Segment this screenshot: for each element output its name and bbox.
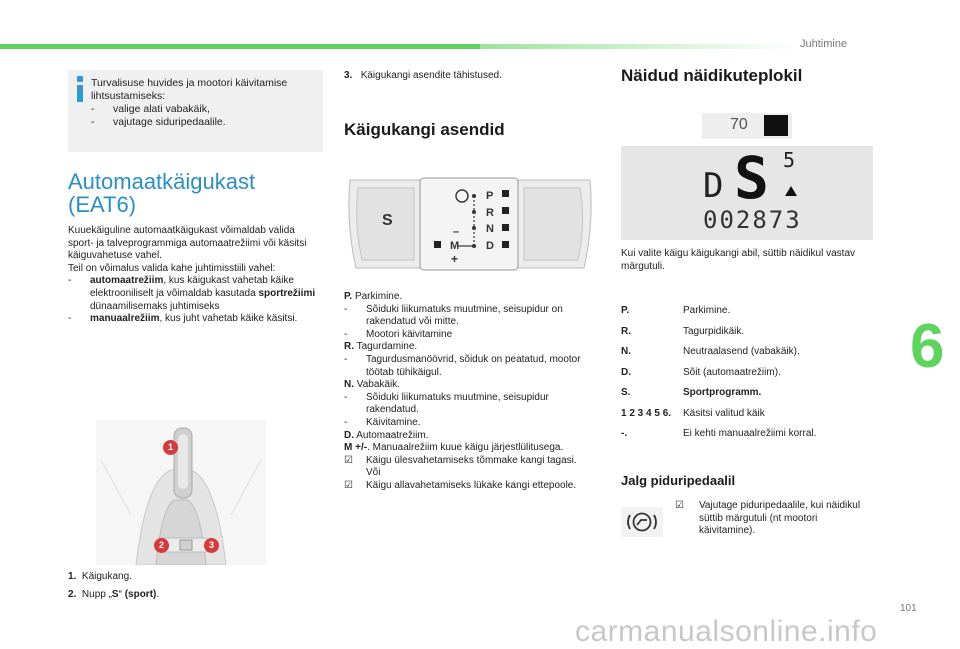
s-button-label: S [382,212,393,229]
automatic-intro: Kuuekäiguline automaatkäigukast võimaldab valida sport- ja talveprogrammiga automaatrežiimi või käsitsi käiguvahetuse vahel. Teil on võimalus valida kahe juhtimisstiili vahel: - automaatrežiim, kus käigukast vahetab käike elektrooniliselt ja võimaldab kasutada sportrežiimi dünaamilisemaks juhtimiseks - manuaalrežiim, kus juht vahetab käike käsitsi. [68,225,323,326]
indicator-value: Parkimine. [683,305,731,316]
info-text: Turvalisuse huvides ja mootori käivitamise lihtsustamiseks: - valige alati vabakäik, - vajutage siduripedaalile. [91,77,319,129]
positions-description: P. Parkimine. - Sõiduki liikumatuks muutmine, seisupidur on rakendatud või mitte. - Mootori käivitamine R. Tagurdamine. - Tagurdusmanöövrid, sõiduk on peatatud, mootor töötab tühikäigul. N. Vabakäik. - Sõiduki liikumatuks muutmine, seisupidur rakendatud. - Käivitamine. D. Automaatrežiim. M +/-. Manuaalrežiim kuue käigu järjestlülitusega. ☑ Käigu ülesvahetamiseks tõmmake kangi tagasi. Või ☑ Käigu allavahetamiseks lükake kangi ettepoole. [344,291,581,491]
mode-item: - manuaalrežiim, kus juht vahetab käike käsitsi. [68,313,298,325]
checkbox-icon: ☑ [675,500,684,511]
legend-3: 3. Käigukangi asendite tähistused. [344,70,502,81]
section-title-brake: Jalg piduripedaalil [621,473,736,488]
indicator-row [621,346,816,367]
indicator-value: Ei kehti manuaalrežiimi korral. [683,428,817,439]
odometer: 002873 [703,206,802,234]
gear-selector-panel [344,174,596,274]
indicator-value: Käsitsi valitud käik [683,407,765,419]
indicator-row [621,387,816,408]
indicator-key: R. [621,325,631,337]
indicator-row [621,408,816,429]
indicator-row [621,326,816,347]
indicator-key: N. [621,346,631,357]
speed-display [702,113,792,139]
indicator-value: Neutraalasend (vabakäik). [683,346,800,357]
indicator-value: Sõit (automaatrežiim). [683,366,781,378]
indicator-key: -. [621,428,628,439]
callout-3: 3 [204,538,219,553]
suggested-gear: 5 [783,148,796,172]
callout-2: 2 [154,538,169,553]
indicator-key: S. [621,387,631,398]
info-item: vajutage siduripedaalile. [113,116,226,128]
gear-up-arrow-icon [785,186,797,196]
watermark: carmanualsonline.info [575,615,878,648]
figure-legend: 1. Käigukang. 2. Nupp „S“ (sport). [68,571,160,600]
plus-label: + [451,252,459,266]
gear-letters: P R N D [486,190,494,253]
indicator-row [621,305,816,326]
indicator-key: 1 2 3 4 5 6. [621,407,672,419]
section-title-cluster: Näidud näidikuteplokil [621,66,803,85]
indicator-table [621,305,881,449]
m-label: M [450,240,460,252]
callout-1: 1 [163,440,178,455]
minus-label: – [453,226,460,238]
section-title-positions: Käigukangi asendid [344,120,505,139]
indicator-value: Tagurpidikäik. [683,325,745,337]
top-accent-bar-fade [480,44,800,49]
instrument-cluster-display [621,146,873,240]
display-block [764,115,788,136]
info-box [68,70,323,152]
indicator-row [621,428,816,449]
section-title-automatic: Automaatkäigukast (EAT6) [68,169,256,217]
indicator-key: D. [621,366,631,378]
checkbox-icon: ☑ [344,454,353,466]
brake-pedal-icon [621,507,663,537]
indicator-key: P. [621,305,630,316]
info-item: valige alati vabakäik, [113,103,210,115]
engaged-gear: S [734,144,769,212]
section-header: Juhtimine [800,38,848,50]
info-line: Turvalisuse huvides ja mootori käivitamise lihtsustamiseks: [91,77,288,102]
checkbox-icon: ☑ [344,479,353,491]
page-number: 101 [900,603,917,614]
indicator-value: Sportprogramm. [683,387,762,398]
indicator-row [621,367,816,388]
chapter-number: 6 [910,312,945,381]
top-accent-bar [0,44,480,49]
cluster-description: Kui valite käigu käigukangi abil, süttib näidikul vastav märgutuli. [621,248,856,272]
speed-value: 70 [730,116,748,133]
gear-mode: D [703,166,724,206]
gear-lever-illustration [96,420,266,565]
mode-item: - automaatrežiim, kus käigukast vahetab käike elektrooniliselt ja võimaldab kasutada sportrežiimi dünaamilisemaks juhtimiseks [68,275,316,312]
info-icon [76,76,84,100]
brake-text: ☑ Vajutage piduripedaalile, kui näidikul süttib märgutuli (nt mootori käivitamine). [675,500,861,537]
